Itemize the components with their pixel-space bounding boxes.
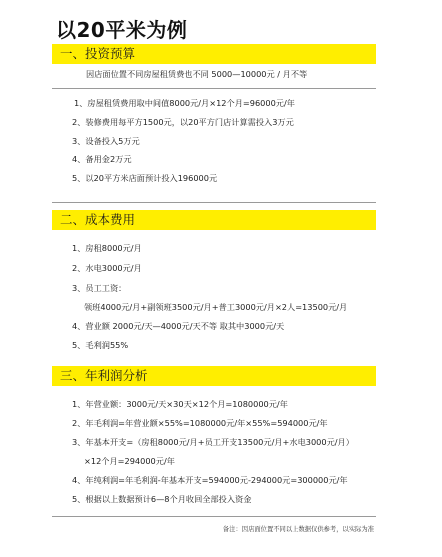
section-intro: 因店面位置不同房屋租赁费也不同 5000—10000元 / 月不等: [86, 69, 308, 79]
page-title: 以20平米为例: [56, 18, 188, 42]
list-item: 4、备用金2万元: [72, 154, 132, 164]
list-item: 1、房屋租赁费用取中间值8000元/月×12个月=96000元/年: [74, 98, 295, 108]
section-heading-investment: 一、投资预算: [52, 44, 376, 64]
list-item: 1、房租8000元/月: [72, 243, 142, 253]
divider: [52, 516, 376, 517]
list-item: 2、装修费用每平方1500元，以20平方门店计算需投入3万元: [72, 117, 294, 127]
list-item-continuation: 领班4000元/月+副领班3500元/月+普工3000元/月×2人=13500元/月: [84, 302, 348, 312]
section-heading-profit: 三、年利润分析: [52, 366, 376, 386]
list-item-continuation: ×12个月=294000元/年: [84, 456, 175, 466]
list-item: 5、根据以上数据预计6—8个月收回全部投入资金: [72, 494, 252, 504]
list-item: 1、年营业额：3000元/天×30天×12个月=1080000元/年: [72, 399, 288, 409]
list-item: 2、年毛利润=年营业额×55%=1080000元/年×55%=594000元/年: [72, 418, 328, 428]
divider: [52, 202, 376, 203]
list-item: 3、员工工资：: [72, 283, 127, 293]
divider: [52, 88, 376, 89]
list-item: 4、营业额 2000元/天—4000元/天不等 取其中3000元/天: [72, 321, 285, 331]
footnote: 备注：因店面位置不同以上数据仅供参考，以实际为准: [222, 526, 374, 533]
list-item: 5、毛利润55%: [72, 340, 129, 350]
list-item: 2、水电3000元/月: [72, 263, 142, 273]
section-heading-costs: 二、成本费用: [52, 210, 376, 230]
list-item: 3、年基本开支=（房租8000元/月+员工开支13500元/月+水电3000元/月）: [72, 437, 354, 447]
list-item: 5、以20平方米店面预计投入196000元: [72, 173, 218, 183]
list-item: 4、年纯利润=年毛利润-年基本开支=594000元-294000元=300000元/年: [72, 475, 348, 485]
list-item: 3、设备投入5万元: [72, 136, 140, 146]
